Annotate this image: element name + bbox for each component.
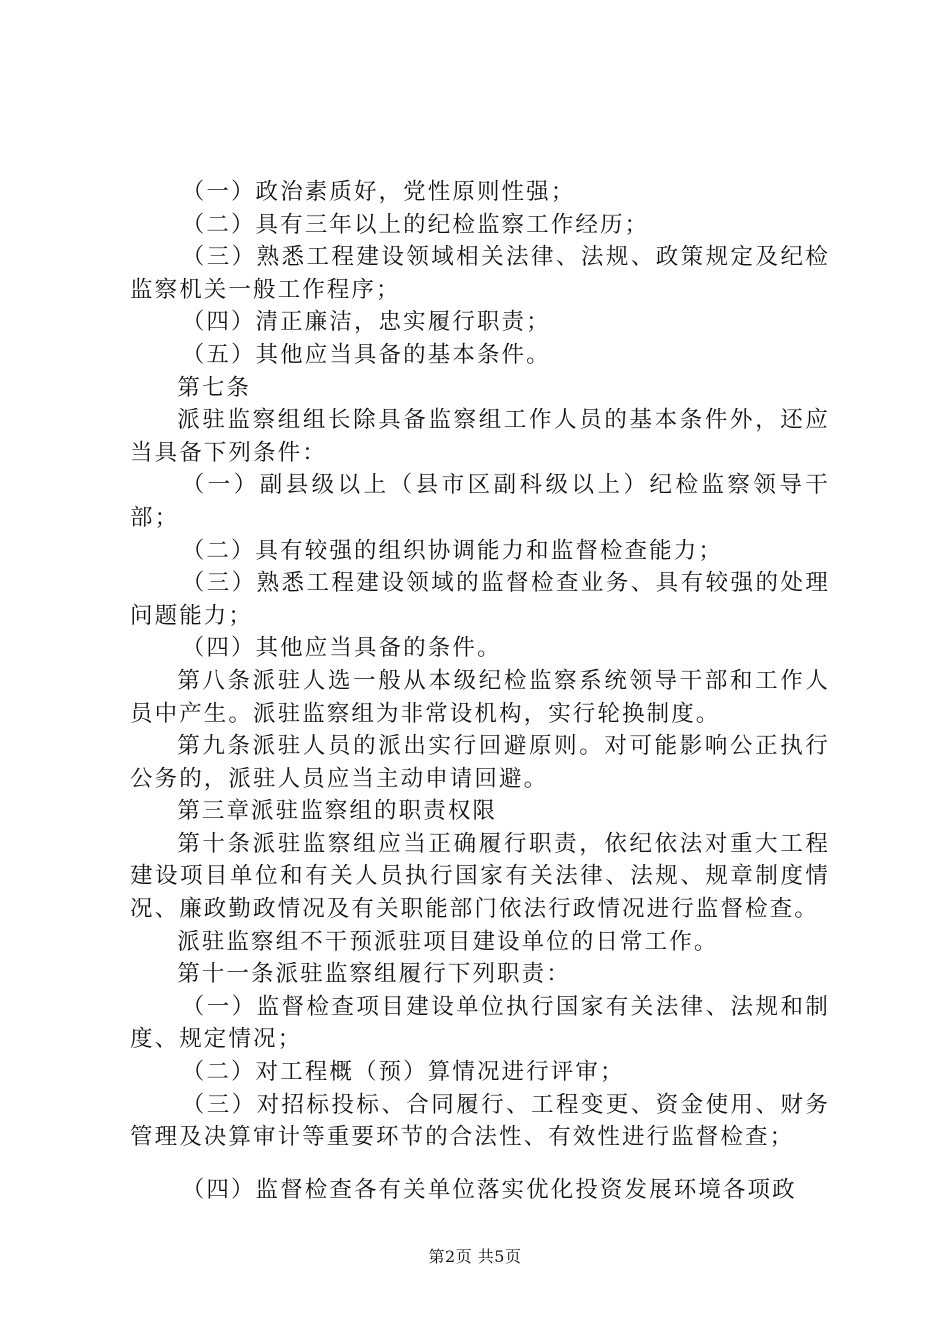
paragraph-3: （三）熟悉工程建设领域相关法律、法规、政策规定及纪检监察机关一般工作程序；	[130, 244, 830, 303]
paragraph-18: （一）监督检查项目建设单位执行国家有关法律、法规和制度、规定情况；	[130, 993, 830, 1053]
paragraph-8: （一）副县级以上（县市区副科级以上）纪检监察领导干部；	[130, 472, 830, 531]
paragraph-1: （一）政治素质好，党性原则性强；	[181, 179, 576, 205]
paragraph-16: 派驻监察组不干预派驻项目建设单位的日常工作。	[177, 928, 719, 955]
paragraph-11: （四）其他应当具备的条件。	[181, 635, 502, 662]
article-10: 第十条派驻监察组应当正确履行职责，依纪依法对重大工程建设项目单位和有关人员执行国家有关法律、法规、规章制度情况、廉政勤政情况及有关职能部门依法行政情况进行监督检查。	[130, 830, 830, 923]
paragraph-5: （五）其他应当具备的基本条件。	[181, 341, 551, 368]
chapter-3-heading: 第三章派驻监察组的职责权限	[177, 798, 498, 825]
paragraph-7: 派驻监察组组长除具备监察组工作人员的基本条件外，还应当具备下列条件：	[130, 407, 830, 466]
paragraph-4: （四）清正廉洁，忠实履行职责；	[181, 309, 551, 336]
article-9: 第九条派驻人员的派出实行回避原则。对可能影响公正执行公务的，派驻人员应当主动申请回避。	[130, 733, 830, 792]
article-11: 第十一条派驻监察组履行下列职责：	[177, 961, 571, 988]
paragraph-2: （二）具有三年以上的纪检监察工作经历；	[181, 211, 650, 238]
article-7-heading: 第七条	[177, 374, 252, 401]
page-number-footer: 第2页 共5页	[428, 1247, 522, 1266]
article-8: 第八条派驻人选一般从本级纪检监察系统领导干部和工作人员中产生。派驻监察组为非常设机构，实行轮换制度。	[130, 667, 830, 727]
paragraph-10: （三）熟悉工程建设领域的监督检查业务、具有较强的处理问题能力；	[130, 570, 830, 629]
document-body	[130, 176, 830, 1206]
paragraph-19: （二）对工程概（预）算情况进行评审；	[181, 1059, 625, 1086]
paragraph-20: （三）对招标投标、合同履行、工程变更、资金使用、财务管理及决算审计等重要环节的合法性、有效性进行监督检查；	[130, 1091, 830, 1151]
paragraph-9: （二）具有较强的组织协调能力和监督检查能力；	[181, 537, 723, 564]
paragraph-21: （四）监督检查各有关单位落实优化投资发展环境各项政	[181, 1176, 797, 1203]
